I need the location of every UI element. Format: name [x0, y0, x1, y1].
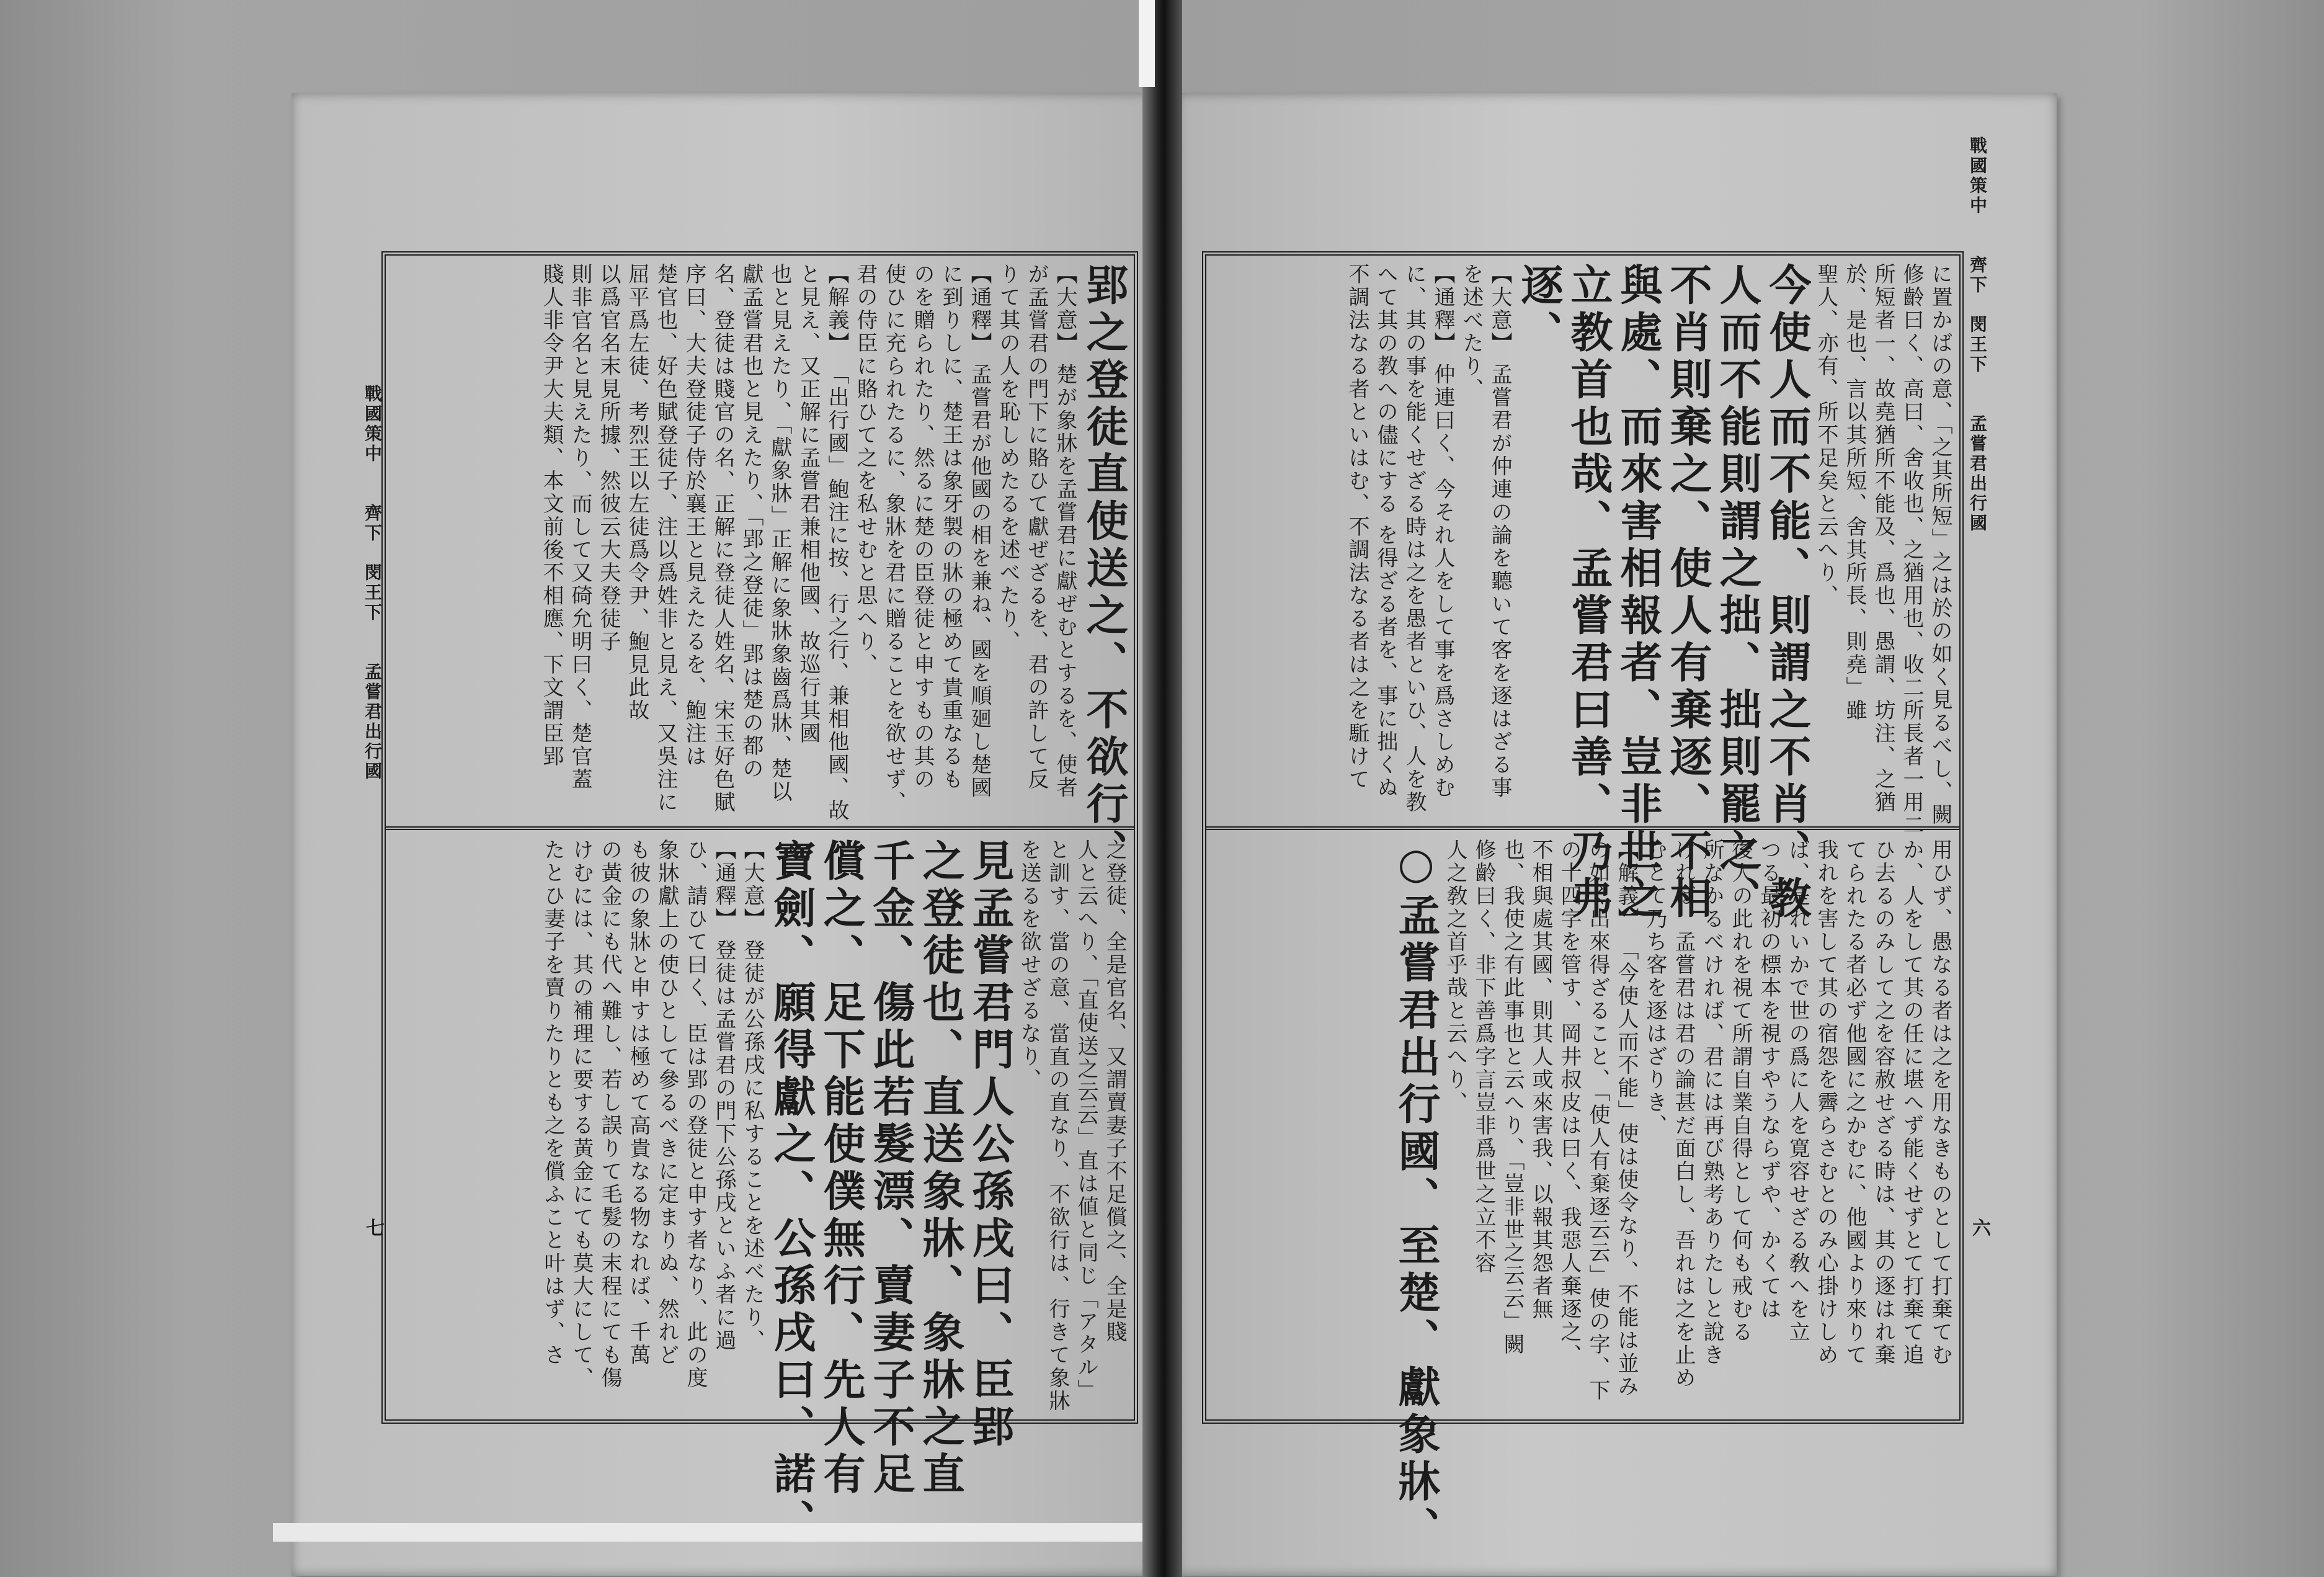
- text-column: 人之敎之首乎哉と云へり、: [1443, 839, 1467, 1114]
- text-column: りて其の人を恥しめたるを述べたり、: [995, 263, 1020, 653]
- text-column: 楚官也、好色賦登徒子、注以爲姓非と見え、又吳注に: [653, 263, 678, 814]
- text-column: 屈平爲左徒、考烈王以左徒爲令尹、鮑見此故: [625, 263, 649, 722]
- main-text-column: 逐、: [1514, 263, 1564, 357]
- text-column: と見え、又正解に孟嘗君兼相他國、故巡行其國: [796, 263, 821, 745]
- text-column: 【解義】 「出行國」鮑注に按、行之行、兼相他國、故: [824, 263, 849, 823]
- text-column: 【大意】 楚が象牀を孟嘗君に獻ぜむとするを、使者: [1053, 263, 1077, 800]
- main-text-column: 之登徒也、直送象牀、象牀之直: [915, 839, 965, 1499]
- text-column: 人と云へり、「直使送之云云」直は値と同じ「アタル」: [1074, 839, 1098, 1402]
- main-text-column: 與處、而來害相報者、豈非世之: [1613, 263, 1663, 923]
- upper-text-block: [539, 263, 1129, 876]
- text-column: むとて乃ち客を逐はざりき、: [1642, 839, 1667, 1137]
- text-column: を送るを欲せざるなり、: [1017, 839, 1041, 1091]
- text-column: 名、登徒は賤官の名、正解に登徒人姓名、宋玉好色賦: [710, 263, 735, 814]
- text-column: が孟嘗君の門下に賂ひて獻ぜざるを、君の許して反: [1024, 263, 1049, 791]
- text-column: 【通釋】 仲連曰く、今それ人をして事を爲さしめむ: [1430, 263, 1455, 800]
- book-gutter: [1142, 0, 1182, 1577]
- text-column: 賤人非令尹大夫類、本文前後不相應、下文謂臣郢: [539, 263, 564, 768]
- folio-left: 七: [366, 1218, 385, 1240]
- text-column: へて其の教への儘にする を得ざる者を、事に拙くぬ: [1373, 263, 1398, 800]
- text-column: ひ、請ひて曰く、臣は郢の登徒と申す者なり、此の度: [683, 839, 708, 1390]
- text-column: に到りしに、楚王は象牙製の牀の極めて貴重なるも: [938, 263, 963, 791]
- text-column: 【大意】 登徒が公孫戌に私することを述べたり、: [740, 839, 765, 1352]
- text-column: 使ひに充られたるに、象牀を君に贈ることを欲せず、: [881, 263, 906, 814]
- text-column: 於、是也、言以其所短、舍其所長、則堯」雖: [1842, 263, 1867, 722]
- text-column: ければ、孟嘗君は君の論甚だ面白し、吾れは之を止め: [1671, 839, 1696, 1390]
- text-column: 獻孟嘗君也と見えたり、「郢之登徒」郢は楚の都の: [739, 263, 764, 780]
- lower-text-block: [542, 839, 1125, 1546]
- text-column: 不調法なる者といはむ、不調法なる者は之を駈けて: [1345, 263, 1369, 791]
- folio-right: 六: [1972, 1218, 1991, 1240]
- text-column: 【解義】 「今使人而不能」使は使令なり、不能は並み: [1614, 839, 1639, 1398]
- spine-tab: [1139, 0, 1155, 87]
- text-column: 所なかるべければ、君には再び熟考ありたしと說き: [1699, 839, 1724, 1367]
- text-column: に、其の事を能くせざる時は之を愚者といひ、人を教: [1402, 263, 1427, 814]
- text-column: と訓す、當の意、當直の直なり、不欲行は、行きて象牀: [1045, 839, 1070, 1413]
- main-text-column: 見孟嘗君門人公孫戌曰、臣郢: [965, 839, 1015, 1452]
- text-column: たとひ妻子を賣りたりとも之を償ふこと叶はず、さ: [540, 839, 565, 1367]
- running-head-left: 戰國策中 齊下 閔王下 孟嘗君出行國: [362, 385, 383, 782]
- text-column: 【通釋】 孟嘗君が他國の相を兼ね、國を順廻し楚國: [967, 263, 992, 800]
- text-column: 以爲官名末見所據、然彼云大夫登徒子: [596, 263, 621, 653]
- text-column: を述べたり、: [1459, 263, 1484, 401]
- text-column: の十四字を管す、岡井叔皮は曰く、我惡人棄逐之、: [1557, 839, 1582, 1367]
- text-column: 序曰、大夫登徒子侍於襄王と見えたるを、鮑注は: [682, 263, 706, 768]
- text-column: 之登徒、全是官名、又謂賣妻子不足償之、全是賤: [1102, 839, 1127, 1344]
- text-column: 則非官名と見えたり、而して又碕允明曰く、楚官蓋: [568, 263, 592, 791]
- text-column: 我れを害して其の宿怨を霽らさむとのみ心掛けしめ: [1814, 839, 1838, 1367]
- text-column: 不相與處其國、則其人或來害我、以報其怨者無: [1528, 839, 1553, 1321]
- upper-text-block: [1347, 263, 1951, 923]
- text-frame-left: [381, 251, 1138, 1546]
- main-text-column: 立教首也哉、孟嘗君曰善、乃弗: [1564, 263, 1613, 923]
- text-column: の黃金にも代へ難し、若し誤りて毛髮の末程にても傷: [597, 839, 622, 1390]
- main-text-column: 寶劍、願得獻之、公孫戌曰、諾、: [767, 839, 816, 1546]
- text-column: ば、是れいかで世の爲に人を寛容せざる敎へを立: [1785, 839, 1810, 1344]
- text-column: の如く出來得ざること、「使人有棄逐云云」使の字、下: [1585, 839, 1610, 1402]
- text-column: 聖人、亦有、所不足矣と云へり、: [1814, 263, 1838, 607]
- text-column: に置かばの意、「之其所短」之は於の如く見るべし、闕: [1928, 263, 1952, 826]
- text-column: 所短者一、故堯猶所不能及、爲也、愚謂、坊注、之猶: [1871, 263, 1895, 814]
- text-column: 象牀獻上の使ひとして參るべきに定まりぬ、然れど: [654, 839, 679, 1367]
- main-text-column: 不肖則棄之、使人有棄逐、不相: [1663, 263, 1712, 923]
- text-column: のを贈られたり、然るに楚の臣登徒と申すもの其の: [910, 263, 935, 791]
- text-column: 修齡曰く、高曰、舍收也、之猶用也、收二所長者一用二: [1899, 263, 1924, 837]
- main-text-column: 今使人而不能、則謂之不肖、教: [1762, 263, 1812, 923]
- main-text-column: 人而不能則謂之拙、拙則罷之、: [1712, 263, 1762, 923]
- section-heading-column: ○孟嘗君出行國、至楚、獻象牀、: [1391, 839, 1441, 1553]
- text-column: 也、我使之有此事也と云へり、「豈非世之云云」闕: [1500, 839, 1525, 1356]
- text-column: 【通釋】 登徒は孟嘗君の門下公孫戌といふ者に過: [711, 839, 736, 1352]
- text-column: けむには、其の補理に要する黃金にても莫大にして、: [569, 839, 594, 1390]
- lower-text-block: [1391, 839, 1952, 1553]
- main-text-column: 千金、傷此若髮漂、賣妻子不足: [866, 839, 915, 1499]
- text-column: か、人をして其の任に堪へず能くせずとて打棄て追: [1899, 839, 1924, 1367]
- text-column: 也と見えたり、「獻象牀」正解に象牀象齒爲牀、楚以: [767, 263, 792, 803]
- text-column: ひ去るのみして之を容赦せざる時は、其の逐はれ棄: [1871, 839, 1895, 1367]
- text-column: つる最初の標本を視すやうならずや、かくては: [1756, 839, 1781, 1321]
- main-text-column: 償之、足下能使僕無行、先人有: [816, 839, 866, 1499]
- main-text-column: 郢之登徒直使送之、不欲行、: [1079, 263, 1129, 876]
- text-column: 修齡曰く、非下善爲字言豈非爲世之立不容: [1471, 839, 1496, 1275]
- text-column: も彼の象牀と申すは極めて高貴なる物なれば、千萬: [626, 839, 651, 1367]
- text-column: 用ひず、愚なる者は之を用なきものとして打棄てむ: [1928, 839, 1952, 1367]
- running-head-right: 戰國策中 齊下 閔王下 孟嘗君出行國: [1967, 136, 1988, 534]
- text-column: 【大意】 孟嘗君が仲連の論を聽いて客を逐はざる事: [1487, 263, 1512, 800]
- text-column: 後人の此れを視て所謂自業自得として何も戒むる: [1728, 839, 1753, 1344]
- text-frame-right: [1202, 251, 1964, 1553]
- text-column: 君の侍臣に賂ひて之を私せむと思へり、: [853, 263, 878, 676]
- text-column: てられたる者必ず他國に之かむに、他國より來りて: [1842, 839, 1867, 1367]
